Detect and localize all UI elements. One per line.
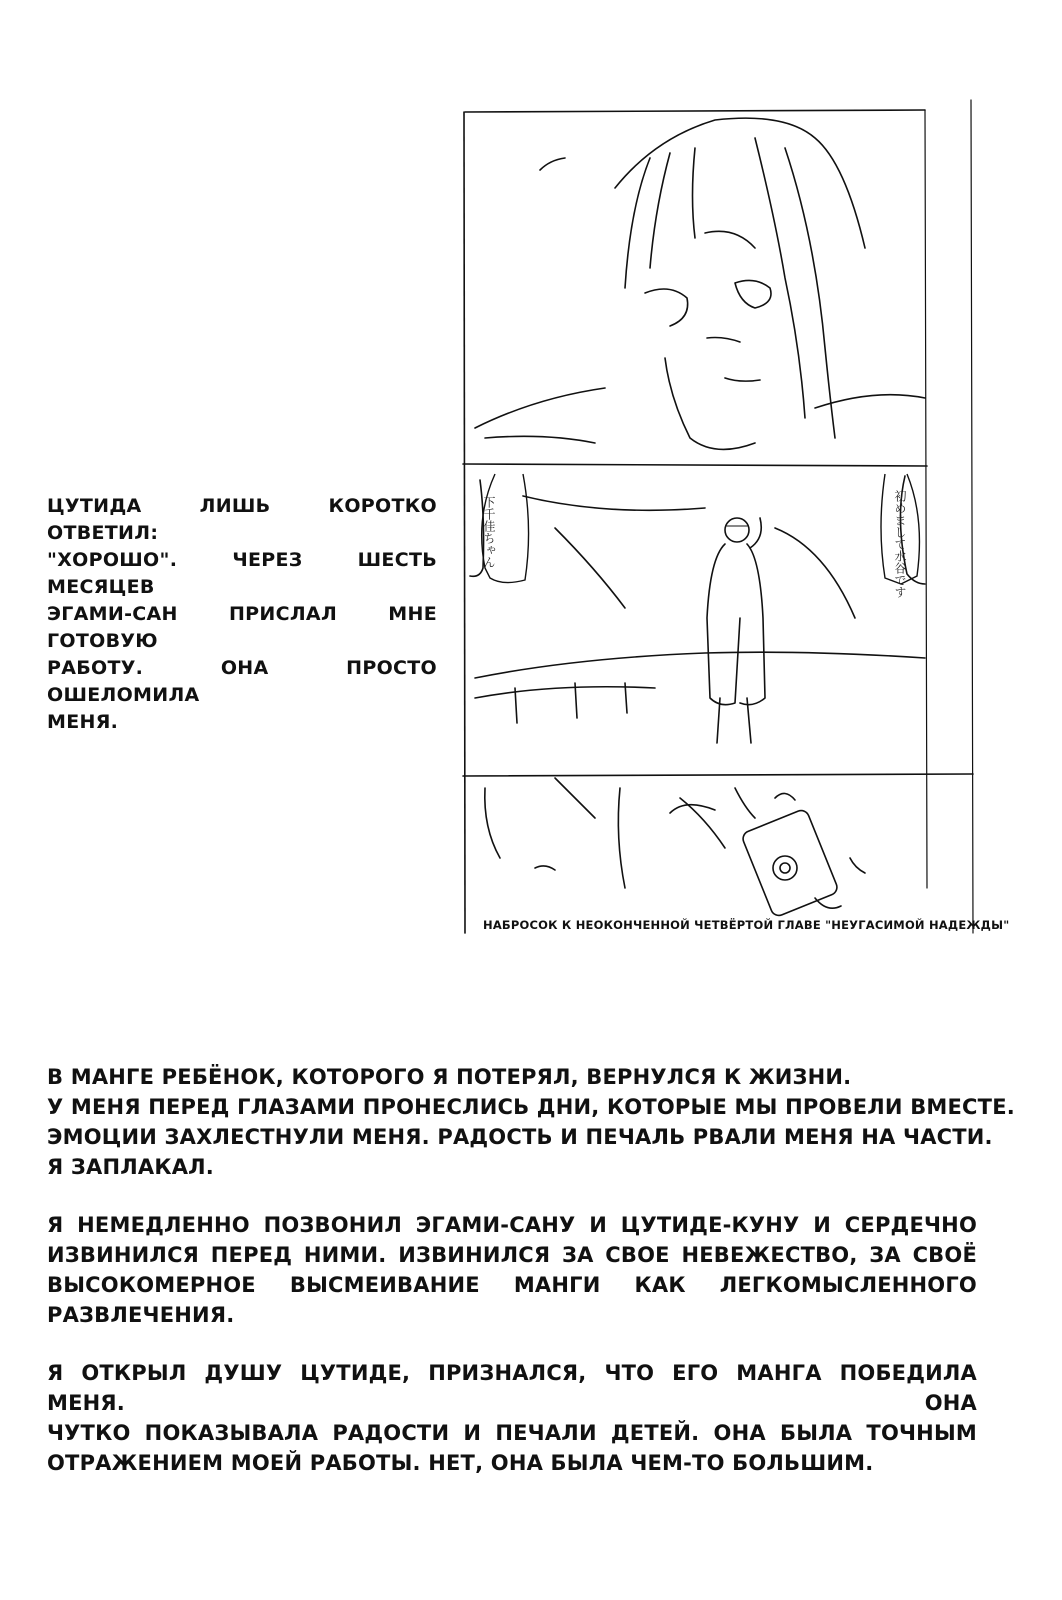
side-line: "ХОРОШО". ЧЕРЕЗ ШЕСТЬ МЕСЯЦЕВ xyxy=(47,549,437,598)
side-line: ЦУТИДА ЛИШЬ КОРОТКО ОТВЕТИЛ: xyxy=(47,495,437,544)
sketch-jp-text-right: 初めまして水谷です xyxy=(893,490,907,598)
text-line: ИЗВИНИЛСЯ ПЕРЕД НИМИ. ИЗВИНИЛСЯ ЗА СВОЕ НЕВЕЖЕСТВО, ЗА СВОЁ xyxy=(47,1243,977,1267)
text-line: Я ОТКРЫЛ ДУШУ ЦУТИДЕ, ПРИЗНАЛСЯ, ЧТО ЕГО МАНГА ПОБЕДИЛА МЕНЯ. ОНА xyxy=(47,1361,977,1415)
side-line: МЕНЯ. xyxy=(47,711,119,733)
side-paragraph xyxy=(47,493,437,736)
sketch-caption: НАБРОСОК К НЕОКОНЧЕННОЙ ЧЕТВЁРТОЙ ГЛАВЕ "НЕУГАСИМОЙ НАДЕЖДЫ" xyxy=(483,918,1010,932)
sketch-panel-figure xyxy=(470,476,925,743)
text-line: ВЫСОКОМЕРНОЕ ВЫСМЕИВАНИЕ МАНГИ КАК ЛЕГКОМЫСЛЕННОГО РАЗВЛЕЧЕНИЯ. xyxy=(47,1273,977,1327)
text-line: ЧУТКО ПОКАЗЫВАЛА РАДОСТИ И ПЕЧАЛИ ДЕТЕЙ. ОНА БЫЛА ТОЧНЫМ xyxy=(47,1421,977,1445)
sketch-panel-face xyxy=(475,118,925,449)
paragraph-2 xyxy=(47,1210,977,1330)
paragraph-1 xyxy=(47,1062,1015,1182)
sketch-jp-text-left: 下千佳ちゃん xyxy=(482,496,496,568)
paragraph-3 xyxy=(47,1358,977,1478)
text-line: ЭМОЦИИ ЗАХЛЕСТНУЛИ МЕНЯ. РАДОСТЬ И ПЕЧАЛЬ РВАЛИ МЕНЯ НА ЧАСТИ. xyxy=(47,1125,993,1149)
manga-sketch-illustration xyxy=(455,98,1010,948)
sketch-panel-phone xyxy=(485,778,865,918)
side-line: ЭГАМИ-САН ПРИСЛАЛ МНЕ ГОТОВУЮ xyxy=(47,603,437,652)
text-line: Я ЗАПЛАКАЛ. xyxy=(47,1155,214,1179)
text-line: В МАНГЕ РЕБЁНОК, КОТОРОГО Я ПОТЕРЯЛ, ВЕРНУЛСЯ К ЖИЗНИ. xyxy=(47,1065,852,1089)
main-text-block xyxy=(47,1062,1015,1506)
side-line: РАБОТУ. ОНА ПРОСТО ОШЕЛОМИЛА xyxy=(47,657,437,706)
text-line: ОТРАЖЕНИЕМ МОЕЙ РАБОТЫ. НЕТ, ОНА БЫЛА ЧЕМ-ТО БОЛЬШИМ. xyxy=(47,1451,874,1475)
text-line: Я НЕМЕДЛЕННО ПОЗВОНИЛ ЭГАМИ-САНУ И ЦУТИДЕ-КУНУ И СЕРДЕЧНО xyxy=(47,1213,977,1237)
text-line: У МЕНЯ ПЕРЕД ГЛАЗАМИ ПРОНЕСЛИСЬ ДНИ, КОТОРЫЕ МЫ ПРОВЕЛИ ВМЕСТЕ. xyxy=(47,1095,1015,1119)
